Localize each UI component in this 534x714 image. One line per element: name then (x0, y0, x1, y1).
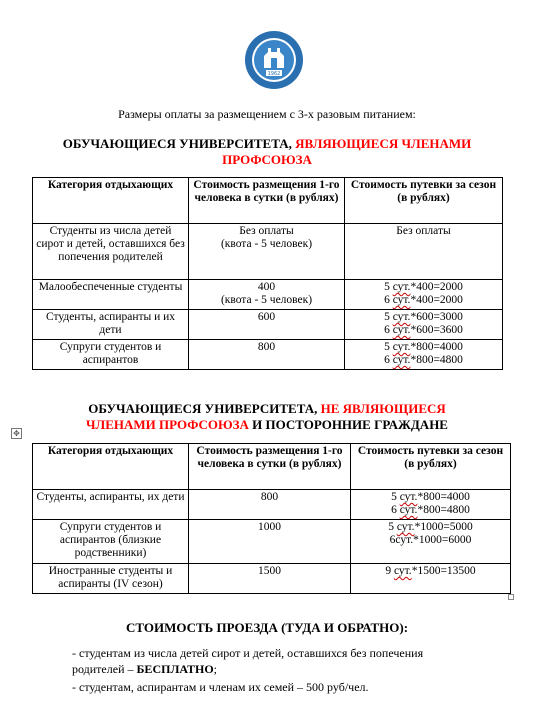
table-row (33, 564, 511, 594)
table-row (33, 490, 511, 520)
row-voucher: 5 сут.*800=4000 6 сут.*800=4800 (345, 340, 503, 370)
row-voucher: 5 сут.*1000=5000 6сут.*1000=6000 (351, 520, 511, 564)
row-cost: 800 (189, 340, 345, 370)
members-price-table (32, 177, 503, 370)
row-cost: 1500 (189, 564, 351, 594)
travel-line-1: - студентам из числа детей сирот и детей, оставшихся без попечения (72, 646, 424, 660)
section2-heading (60, 401, 474, 433)
row-voucher: 5 сут.*400=2000 6 сут.*400=2000 (345, 280, 503, 310)
table-row (33, 340, 503, 370)
table-resize-handle[interactable] (508, 594, 514, 600)
row-category: Малообеспеченные студенты (33, 280, 189, 310)
row-cost: 400 (квота - 5 человек) (189, 280, 345, 310)
row-voucher: 9 сут.*1500=13500 (351, 564, 511, 594)
table-move-handle-icon[interactable]: ✥ (11, 428, 22, 439)
row-category: Студенты из числа детей сирот и детей, оставшихся без попечения родителей (33, 224, 189, 280)
row-cost: 1000 (189, 520, 351, 564)
row-category: Супруги студентов и аспирантов (33, 340, 189, 370)
row-voucher: Без оплаты (345, 224, 503, 280)
section1-heading (60, 136, 474, 168)
row-voucher: 5 сут.*800=4000 6 сут.*800=4800 (351, 490, 511, 520)
travel-line-2: родителей – БЕСПЛАТНО; (72, 662, 218, 676)
nonmembers-price-table (32, 443, 511, 594)
intro-text: Размеры оплаты за размещением с 3-х разовым питанием: (118, 107, 416, 121)
row-cost: Без оплаты (квота - 5 человек) (189, 224, 345, 280)
travel-line-3: - студентам, аспирантам и членам их семей – 500 руб/чел. (72, 680, 369, 694)
table-row (33, 224, 503, 280)
section2-heading-red: НЕ ЯВЛЯЮЩИЕСЯ ЧЛЕНАМИ ПРОФСОЮЗА (86, 401, 446, 432)
header-daily-cost: Стоимость размещения 1-го человека в сутки (в рублях) (189, 444, 351, 490)
table-row (33, 520, 511, 564)
section1-heading-red: ЯВЛЯЮЩИЕСЯ ЧЛЕНАМИ ПРОФСОЮЗА (222, 136, 472, 167)
row-category: Иностранные студенты и аспиранты (IV сезон) (33, 564, 189, 594)
table-row (33, 310, 503, 340)
section1-heading-black: ОБУЧАЮЩИЕСЯ УНИВЕРСИТЕТА, (62, 136, 296, 151)
header-daily-cost: Стоимость размещения 1-го человека в сутки (в рублях) (189, 178, 345, 224)
header-category: Категория отдыхающих (33, 444, 189, 490)
section2-heading-tail: И ПОСТОРОННИЕ ГРАЖДАНЕ (248, 417, 448, 432)
header-category: Категория отдыхающих (33, 178, 189, 224)
section2-heading-black: ОБУЧАЮЩИЕСЯ УНИВЕРСИТЕТА, (88, 401, 321, 416)
row-category: Студенты, аспиранты и их дети (33, 310, 189, 340)
header-voucher-cost: Стоимость путевки за сезон (в рублях) (345, 178, 503, 224)
header-voucher-cost: Стоимость путевки за сезон (в рублях) (351, 444, 511, 490)
row-cost: 800 (189, 490, 351, 520)
university-logo (244, 30, 304, 90)
travel-heading: СТОИМОСТЬ ПРОЕЗДА (ТУДА И ОБРАТНО): (125, 620, 409, 635)
row-cost: 600 (189, 310, 345, 340)
logo-year: 1962 (267, 71, 281, 77)
row-category: Студенты, аспиранты, их дети (33, 490, 189, 520)
table-row (33, 280, 503, 310)
row-voucher: 5 сут.*600=3000 6 сут.*600=3600 (345, 310, 503, 340)
free-label: БЕСПЛАТНО (136, 662, 214, 676)
row-category: Супруги студентов и аспирантов (близкие родственники) (33, 520, 189, 564)
